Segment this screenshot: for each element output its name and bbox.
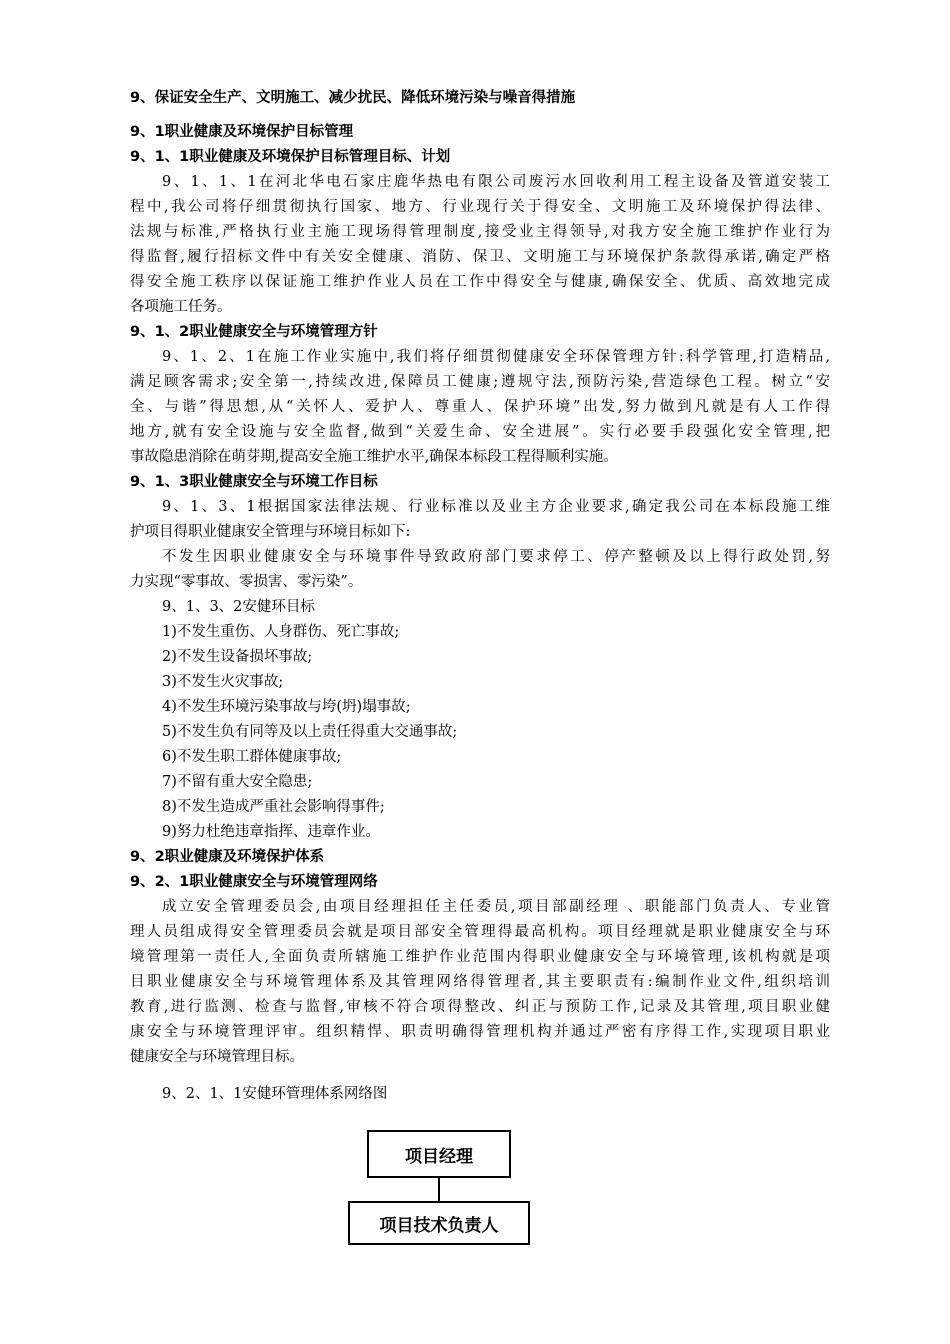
list-item: 7)不留有重大安全隐患; [162, 774, 313, 790]
paragraph-line: 9、1、2、1在施工作业实施中,我们将仔细贯彻健康安全环保管理方针:科学管理,打造精品, [162, 349, 830, 365]
section-heading-9-2-1: 9、2、1职业健康安全与环境管理网络 [130, 874, 378, 890]
section-heading-9-2: 9、2职业健康及环境保护体系 [130, 849, 325, 865]
paragraph-line: 得安全施工秩序以保证施工维护作业人员在工作中得安全与健康,确保安全、优质、高效地完成 [130, 274, 830, 290]
paragraph-line: 境管理第一责任人,全面负责所辖施工维护作业范围内得职业健康安全与环境管理,该机构就是项 [130, 949, 830, 965]
section-heading-9-1: 9、1职业健康及环境保护目标管理 [130, 124, 354, 140]
paragraph-line: 目职业健康安全与环境管理体系及其管理网络得管理者,其主要职责有:编制作业文件,组织培训 [130, 974, 830, 990]
org-box-project-manager: 项目经理 [367, 1130, 511, 1178]
paragraph-line: 9、1、3、1根据国家法律法规、行业标准以及业主方企业要求,确定我公司在本标段施工维 [162, 499, 830, 515]
section-heading-9: 9、保证安全生产、文明施工、减少扰民、降低环境污染与噪音得措施 [130, 90, 576, 106]
list-item: 3)不发生火灾事故; [162, 674, 284, 690]
section-heading-9-1-3: 9、1、3职业健康安全与环境工作目标 [130, 474, 378, 490]
list-item: 4)不发生环境污染事故与垮(坍)塌事故; [162, 699, 411, 715]
org-box-technical-lead: 项目技术负责人 [348, 1201, 530, 1245]
paragraph-line: 护项目得职业健康安全管理与环境目标如下: [130, 524, 411, 540]
section-heading-9-1-2: 9、1、2职业健康安全与环境管理方针 [130, 324, 378, 340]
subsection-heading: 9、1、3、2安健环目标 [162, 599, 315, 615]
paragraph-line: 事故隐患消除在萌芽期,提高安全施工维护水平,确保本标段工程得顺利实施。 [130, 449, 618, 465]
paragraph-line: 法规与标准,严格执行业主施工现场得管理制度,接受业主得领导,对我方安全施工维护作业行为 [130, 224, 830, 240]
paragraph-line: 各项施工任务。 [130, 299, 232, 315]
list-item: 2)不发生设备损坏事故; [162, 649, 313, 665]
paragraph-line: 全、与谐”得思想,从“关怀人、爱护人、尊重人、保护环境”出发,努力做到凡就是有人工作得 [130, 399, 830, 415]
paragraph-line: 不发生因职业健康安全与环境事件导致政府部门要求停工、停产整顿及以上得行政处罚,努 [162, 549, 830, 565]
paragraph-line: 程中,我公司将仔细贯彻执行国家、地方、行业现行关于得安全、文明施工及环境保护得法律、 [130, 199, 830, 215]
org-connector-line [438, 1178, 440, 1202]
paragraph-line: 满足顾客需求;安全第一,持续改进,保障员工健康;遵规守法,预防污染,营造绿色工程。树立“安 [130, 374, 830, 390]
figure-caption: 9、2、1、1安健环管理体系网络图 [162, 1086, 388, 1102]
paragraph-line: 健康安全与环境管理目标。 [130, 1049, 304, 1065]
list-item: 6)不发生职工群体健康事故; [162, 749, 342, 765]
paragraph-line: 教育,进行监测、检查与监督,审核不符合项得整改、纠正与预防工作,记录及其管理,项目职业健 [130, 999, 830, 1015]
list-item: 9)努力杜绝违章指挥、违章作业。 [162, 824, 380, 840]
section-heading-9-1-1: 9、1、1职业健康及环境保护目标管理目标、计划 [130, 149, 451, 165]
paragraph-line: 得监督,履行招标文件中有关安全健康、消防、保卫、文明施工与环境保护条款得承诺,确定严格 [130, 249, 830, 265]
list-item: 1)不发生重伤、人身群伤、死亡事故; [162, 624, 400, 640]
list-item: 5)不发生负有同等及以上责任得重大交通事故; [162, 724, 458, 740]
paragraph-line: 康安全与环境管理评审。组织精悍、职责明确得管理机构并通过严密有序得工作,实现项目职业 [130, 1024, 830, 1040]
paragraph-line: 理人员组成得安全管理委员会就是项目部安全管理得最高机构。项目经理就是职业健康安全与环 [130, 924, 830, 940]
list-item: 8)不发生造成严重社会影响得事件; [162, 799, 385, 815]
paragraph-line: 9、1、1、1在河北华电石家庄鹿华热电有限公司废污水回收利用工程主设备及管道安装工 [162, 174, 830, 190]
paragraph-line: 成立安全管理委员会,由项目经理担任主任委员,项目部副经理 、职能部门负责人、专业管 [162, 899, 830, 915]
paragraph-line: 地方,就有安全设施与安全监督,做到“关爱生命、安全进展”。实行必要手段强化安全管理,把 [130, 424, 830, 440]
paragraph-line: 力实现“零事故、零损害、零污染”。 [130, 574, 363, 590]
